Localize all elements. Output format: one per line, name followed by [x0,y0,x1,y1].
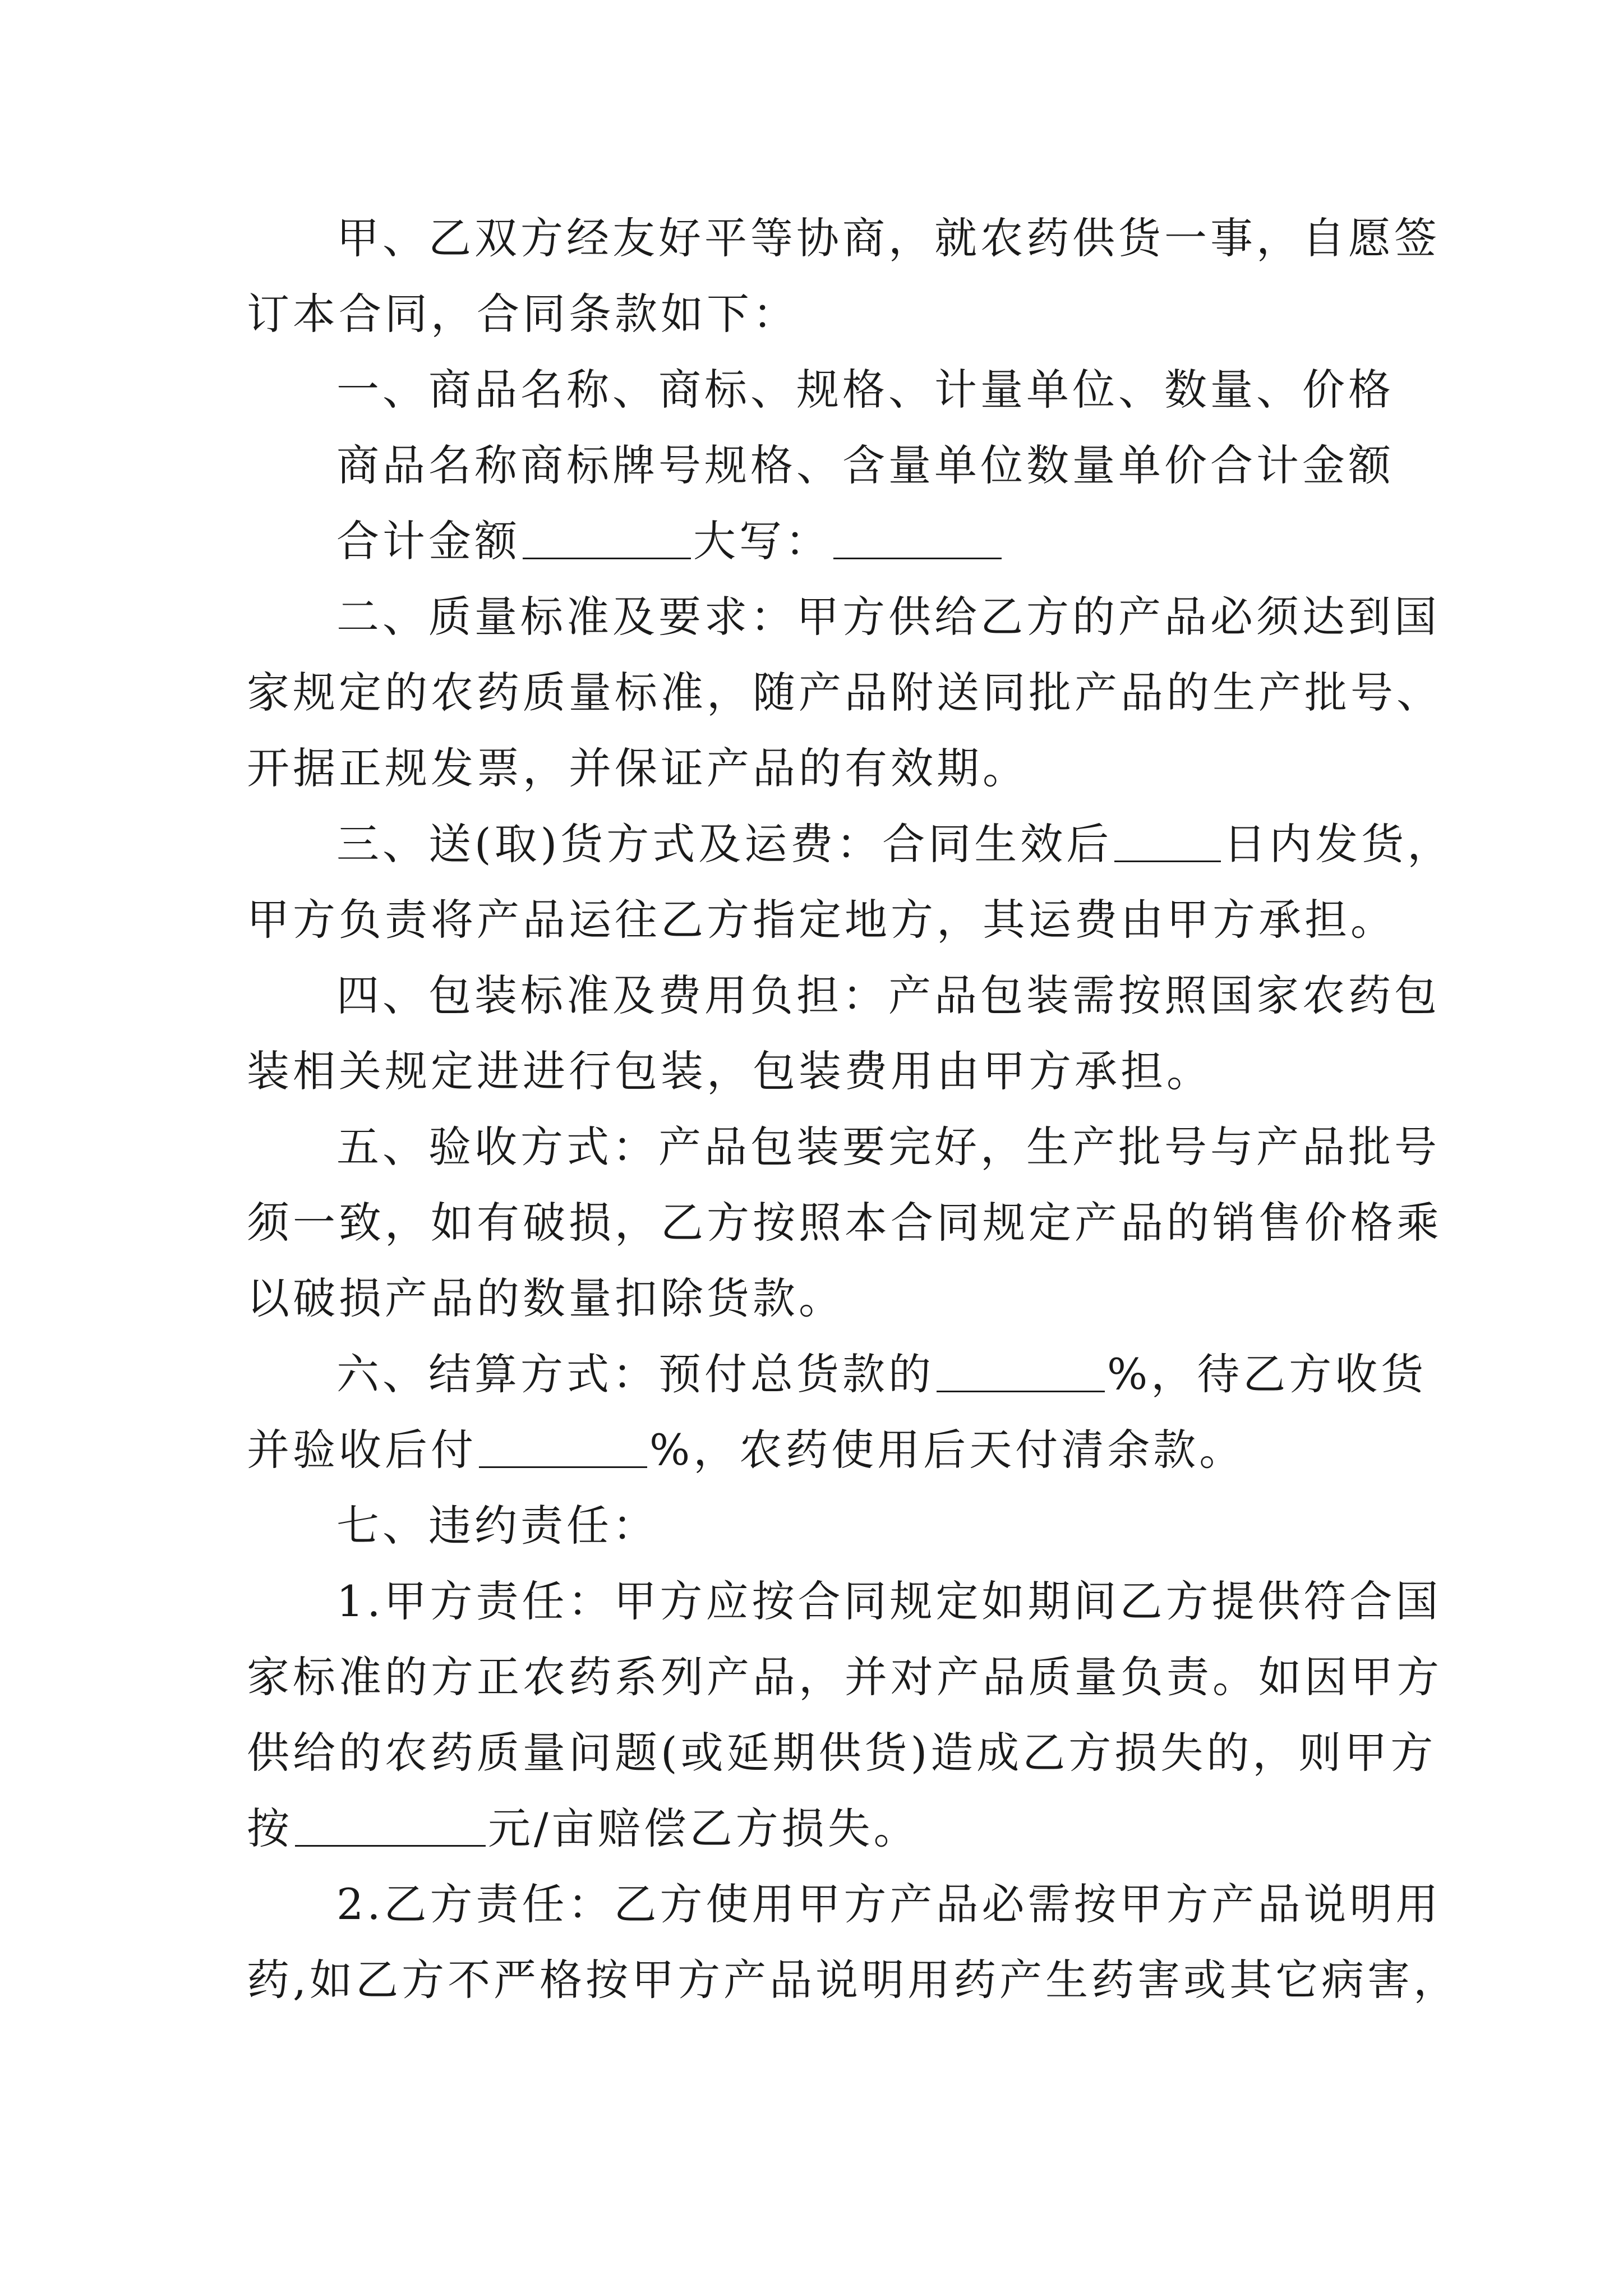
clause-7-1-line-3: 供给的农药质量问题(或延期供货)造成乙方损失的，则甲方 [247,1728,1437,1778]
total-amount-line [336,510,1004,572]
prepay-percent-blank[interactable] [937,1351,1105,1392]
clause-7-heading: 七、违约责任： [336,1501,658,1550]
clause-2-line-1: 二、质量标准及要求：甲方供给乙方的产品必须达到国 [336,592,1440,642]
delivery-days-blank[interactable] [1114,821,1221,862]
clause-6-line-2-after: %，农药使用后天付清余款。 [649,1425,1246,1475]
clause-7-2-line-2: 药,如乙方不严格按甲方产品说明用药产生药害或其它病害， [247,1955,1460,2005]
clause-6-text-after: %，待乙方收货 [1107,1349,1427,1399]
clause-7-1-line-1: 1.甲方责任：甲方应按合同规定如期间乙方提供符合国 [336,1576,1442,1626]
clause-3-line-1 [336,813,1453,875]
total-amount-label: 合计金额 [336,516,520,566]
clause-6-text-before: 六、结算方式：预付总货款的 [336,1349,934,1399]
clause-6-line-1 [336,1343,1427,1405]
compensation-suffix: 元/亩赔偿乙方损失。 [488,1803,920,1853]
clause-1-columns: 商品名称商标牌号规格、含量单位数量单价合计金额 [336,440,1394,490]
clause-4-line-1: 四、包装标准及费用负担：产品包装需按照国家农药包 [336,970,1440,1020]
clause-3-text-before: 三、送(取)货方式及运费：合同生效后 [336,819,1113,869]
clause-5-line-1: 五、验收方式：产品包装要完好，生产批号与产品批号 [336,1122,1440,1172]
clause-6-line-2-before: 并验收后付 [247,1425,477,1475]
compensation-prefix: 按 [247,1803,293,1853]
clause-2-line-3: 开据正规发票，并保证产品的有效期。 [247,743,1029,793]
clause-5-line-3: 以破损产品的数量扣除货款。 [247,1273,845,1323]
paragraph-intro-line-1: 甲、乙双方经友好平等协商，就农药供货一事，自愿签 [336,213,1440,263]
clause-3-line-2: 甲方负责将产品运往乙方指定地方，其运费由甲方承担。 [247,895,1396,945]
clause-3-text-after: 日内发货， [1223,819,1454,869]
paragraph-intro-line-2: 订本合同，合同条款如下： [247,289,799,339]
total-amount-blank[interactable] [523,518,691,559]
clause-7-1-line-2: 家标准的方正农药系列产品，并对产品质量负责。如因甲方 [247,1652,1442,1702]
compensation-amount-blank[interactable] [295,1806,486,1847]
clause-1-heading: 一、商品名称、商标、规格、计量单位、数量、价格 [336,365,1394,415]
clause-2-line-2: 家规定的农药质量标准，随产品附送同批产品的生产批号、 [247,668,1442,717]
clause-6-line-2 [247,1419,1245,1481]
clause-4-line-2: 装相关规定进进行包装，包装费用由甲方承担。 [247,1046,1212,1096]
acceptance-percent-blank[interactable] [479,1427,647,1468]
capital-amount-label: 大写： [693,516,831,566]
capital-amount-blank[interactable] [833,518,1002,559]
clause-5-line-2: 须一致，如有破损，乙方按照本合同规定产品的销售价格乘 [247,1198,1442,1248]
clause-7-2-line-1: 2.乙方责任：乙方使用甲方产品必需按甲方产品说明用 [336,1879,1442,1929]
clause-7-1-line-4 [247,1798,920,1860]
